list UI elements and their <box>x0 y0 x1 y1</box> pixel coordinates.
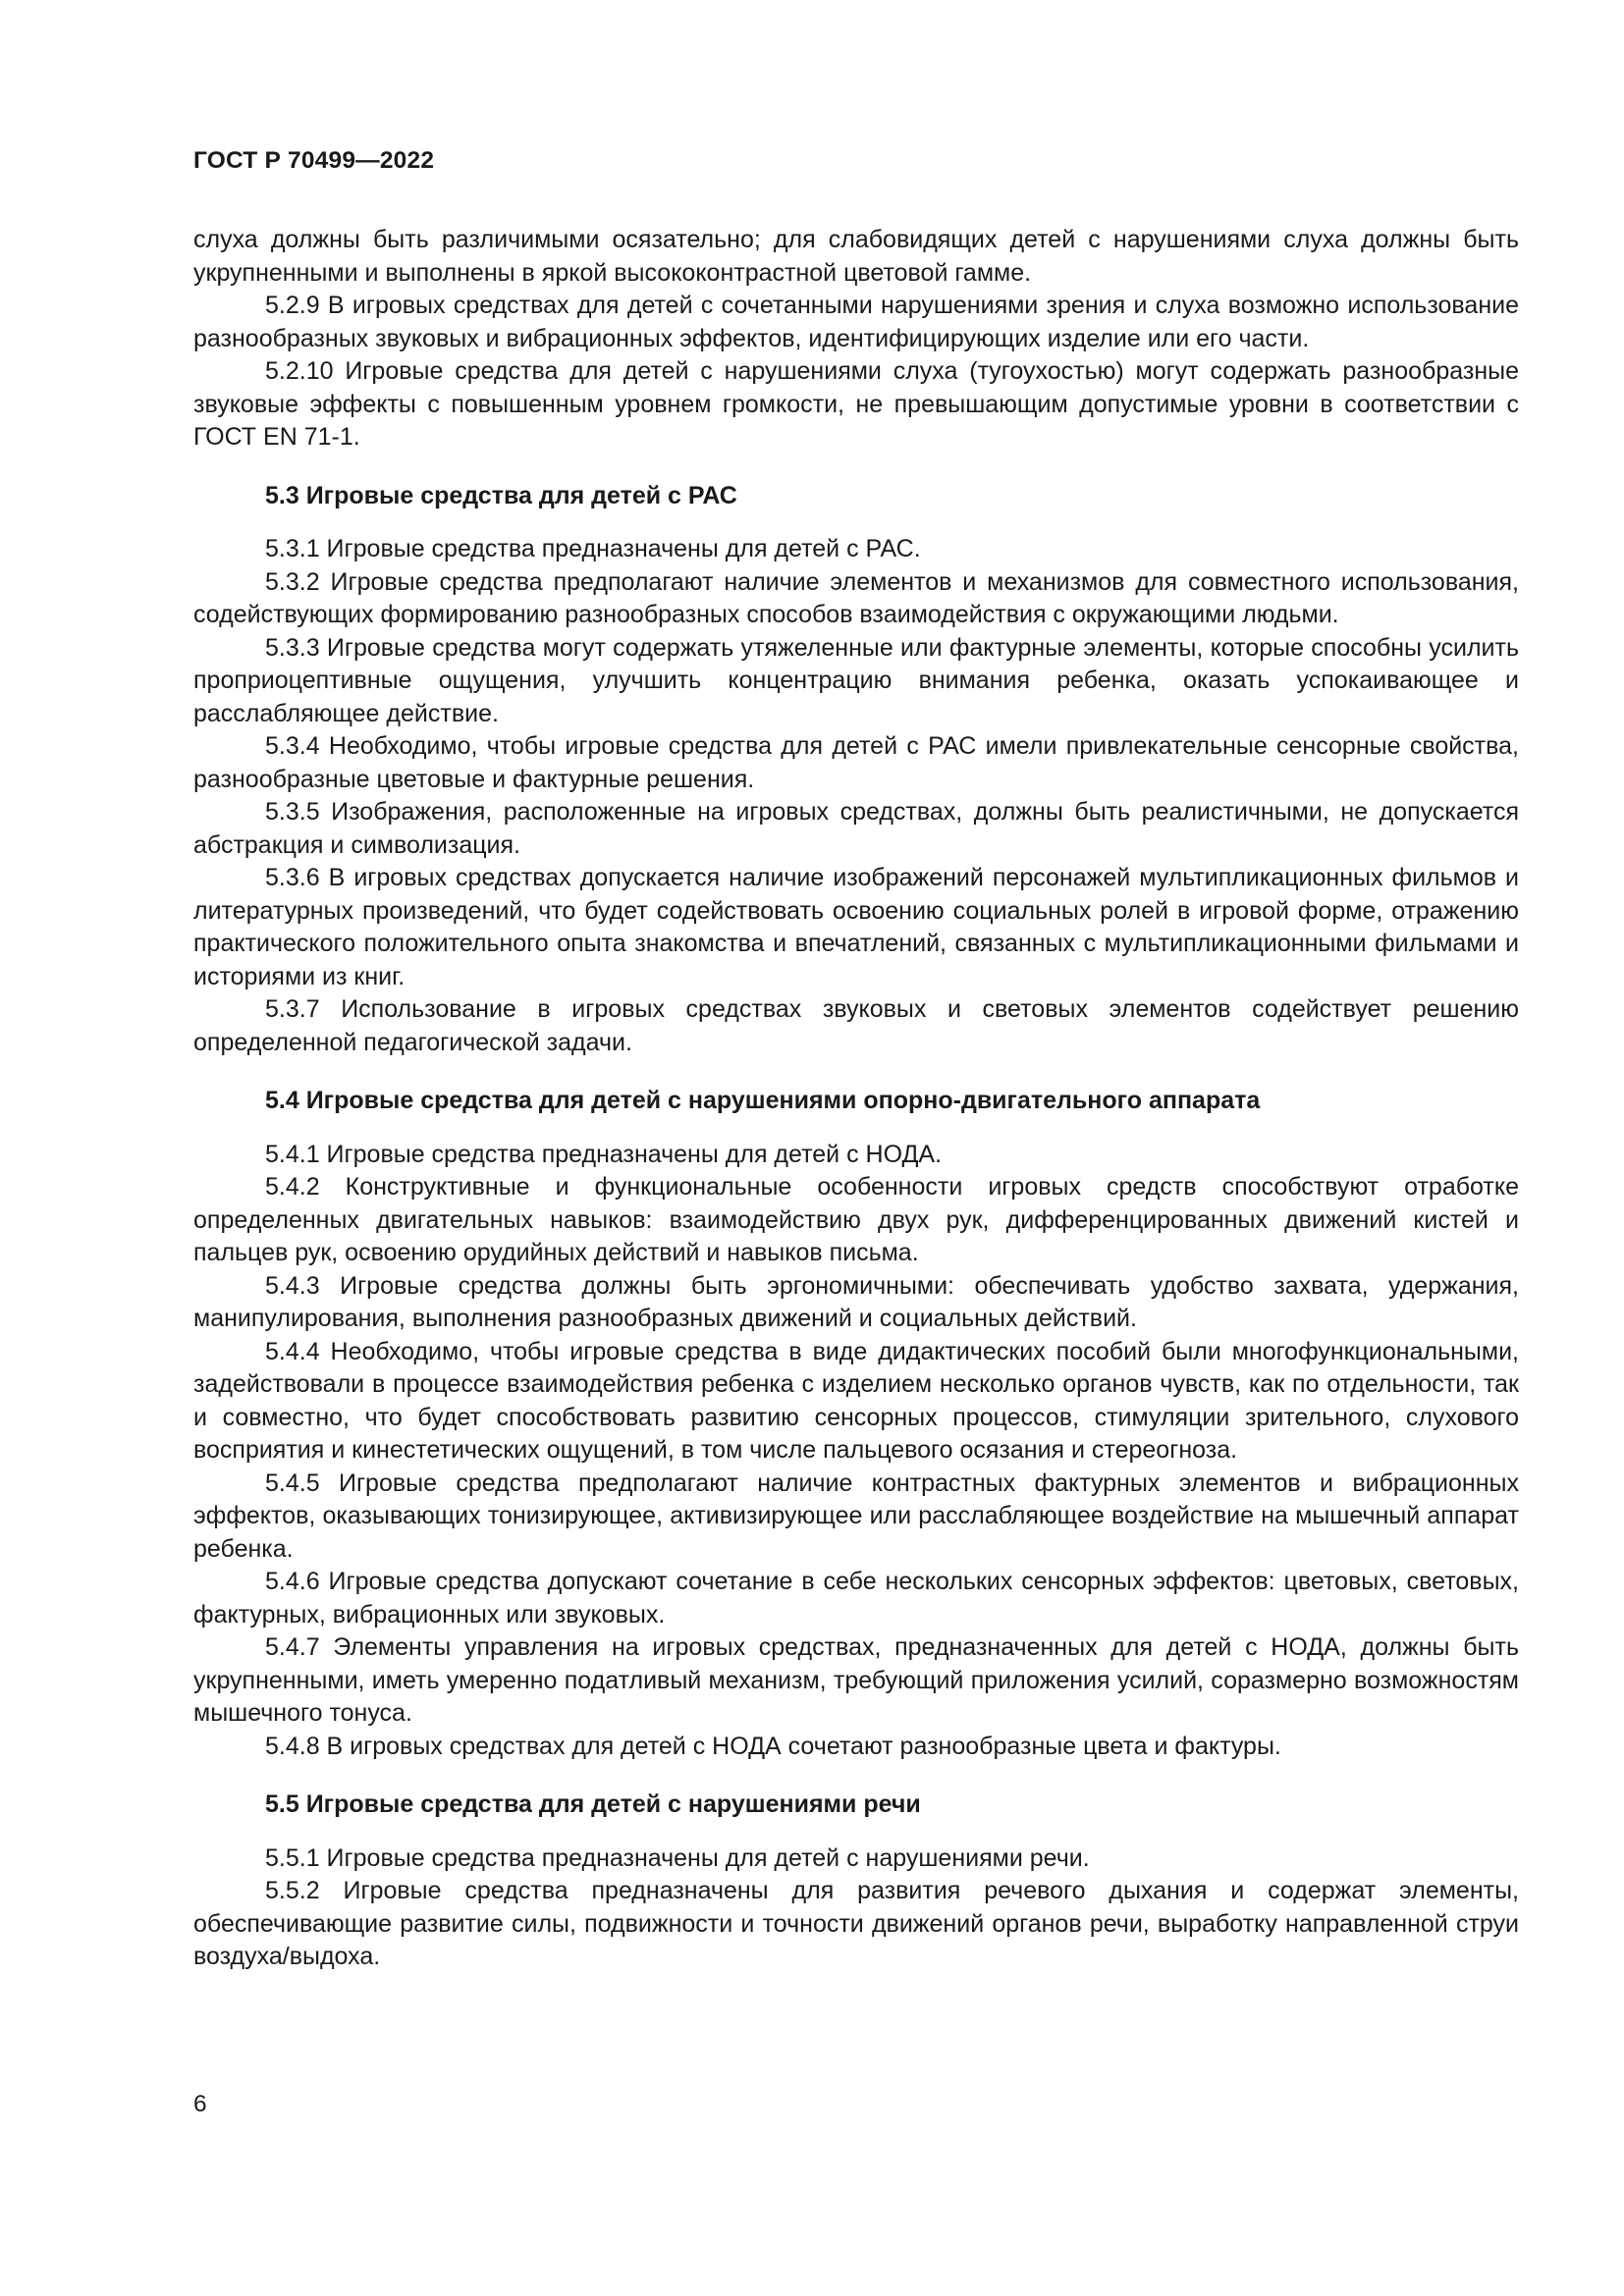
paragraph: 5.5.1 Игровые средства предназначены для детей с нарушениями речи. <box>265 1843 1090 1872</box>
paragraph: 5.4.3 Игровые средства должны быть эргономичными: обеспечивать удобство захвата, удержания, манипулирования, выполнения разнообразных движений и социальных действий. <box>193 1271 1519 1332</box>
paragraph: 5.2.10 Игровые средства для детей с нарушениями слуха (тугоухостью) могут содержать разнообразные звуковые эффекты с повышенным уровнем громкости, не превышающим допустимые уровни в соответствии с ГОСТ EN 71-1. <box>193 357 1519 451</box>
section-heading-5-3: 5.3 Игровые средства для детей с РАС <box>265 481 737 509</box>
paragraph: 5.3.4 Необходимо, чтобы игровые средства для детей с РАС имели привлекательные сенсорные свойства, разнообразные цветовые и фактурные решения. <box>193 732 1519 793</box>
paragraph: 5.4.7 Элементы управления на игровых средствах, предназначенных для детей с НОДА, должны быть укрупненными, иметь умеренно податливый механизм, требующий приложения усилий, соразмерно возможностям мышечного тонуса. <box>193 1633 1519 1727</box>
paragraph: 5.3.7 Использование в игровых средствах звуковых и световых элементов содействует решению определенной педагогической задачи. <box>193 995 1519 1056</box>
paragraph: 5.4.1 Игровые средства предназначены для детей с НОДА. <box>265 1140 943 1168</box>
paragraph: 5.3.2 Игровые средства предполагают наличие элементов и механизмов для совместного использования, содействующих формированию разнообразных способов взаимодействия с окружающими людьми. <box>193 567 1519 628</box>
paragraph: 5.3.6 В игровых средствах допускается наличие изображений персонажей мультипликационных фильмов и литературных произведений, что будет содействовать освоению социальных ролей в игровой форме, отражению практического положительного опыта знакомства и впечатлений, связанных с мультипликационными фильмами и историями из книг. <box>193 864 1519 990</box>
paragraph: 5.4.8 В игровых средствах для детей с НОДА сочетают разнообразные цвета и фактуры. <box>265 1732 1281 1760</box>
paragraph: 5.5.2 Игровые средства предназначены для развития речевого дыхания и содержат элементы, обеспечивающие развитие силы, подвижности и точности движений органов речи, выработку направленной струи воздуха/выдоха. <box>193 1877 1519 1970</box>
paragraph: 5.4.6 Игровые средства допускают сочетание в себе нескольких сенсорных эффектов: цветовых, световых, фактурных, вибрационных или звуковых. <box>193 1568 1519 1629</box>
paragraph: 5.3.5 Изображения, расположенные на игровых средствах, должны быть реалистичными, не допускается абстракция и символизация. <box>193 798 1519 859</box>
paragraph: 5.2.9 В игровых средствах для детей с сочетанными нарушениями зрения и слуха возможно использование разнообразных звуковых и вибрационных эффектов, идентифицирующих изделие или его части. <box>193 292 1519 352</box>
page-number: 6 <box>193 2091 207 2117</box>
section-heading-5-4: 5.4 Игровые средства для детей с нарушениями опорно-двигательного аппарата <box>265 1087 1261 1114</box>
section-heading-5-5: 5.5 Игровые средства для детей с нарушениями речи <box>265 1790 921 1818</box>
paragraph: 5.4.2 Конструктивные и функциональные особенности игровых средств способствуют отработке определенных двигательных навыков: взаимодействию двух рук, дифференцированных движений кистей и пальцев рук, освоению орудийных действий и навыков письма. <box>193 1173 1519 1266</box>
paragraph: 5.3.1 Игровые средства предназначены для детей с РАС. <box>265 535 921 562</box>
paragraph: слуха должны быть различимыми осязательно; для слабовидящих детей с нарушениями слуха должны быть укрупненными и выполнены в яркой высококонтрастной цветовой гамме. <box>193 226 1519 287</box>
paragraph: 5.4.4 Необходимо, чтобы игровые средства в виде дидактических пособий были многофункциональными, задействовали в процессе взаимодействия ребенка с изделием несколько органов чувств, как по отдельности, так и совместно, что будет способствовать развитию сенсорных процессов, стимуляции зрительного, слухового восприятия и кинестетических ощущений, в том числе пальцевого осязания и стереогноза. <box>193 1337 1519 1464</box>
document-body <box>193 224 1519 1974</box>
document-code-header: ГОСТ Р 70499—2022 <box>193 147 435 174</box>
paragraph: 5.4.5 Игровые средства предполагают наличие контрастных фактурных элементов и вибрационных эффектов, оказывающих тонизирующее, активизирующее или расслабляющее воздействие на мышечный аппарат ребенка. <box>193 1468 1519 1563</box>
paragraph: 5.3.3 Игровые средства могут содержать утяжеленные или фактурные элементы, которые способны усилить проприоцептивные ощущения, улучшить концентрацию внимания ребенка, оказать успокаивающее и расслабляющее действие. <box>193 633 1519 727</box>
